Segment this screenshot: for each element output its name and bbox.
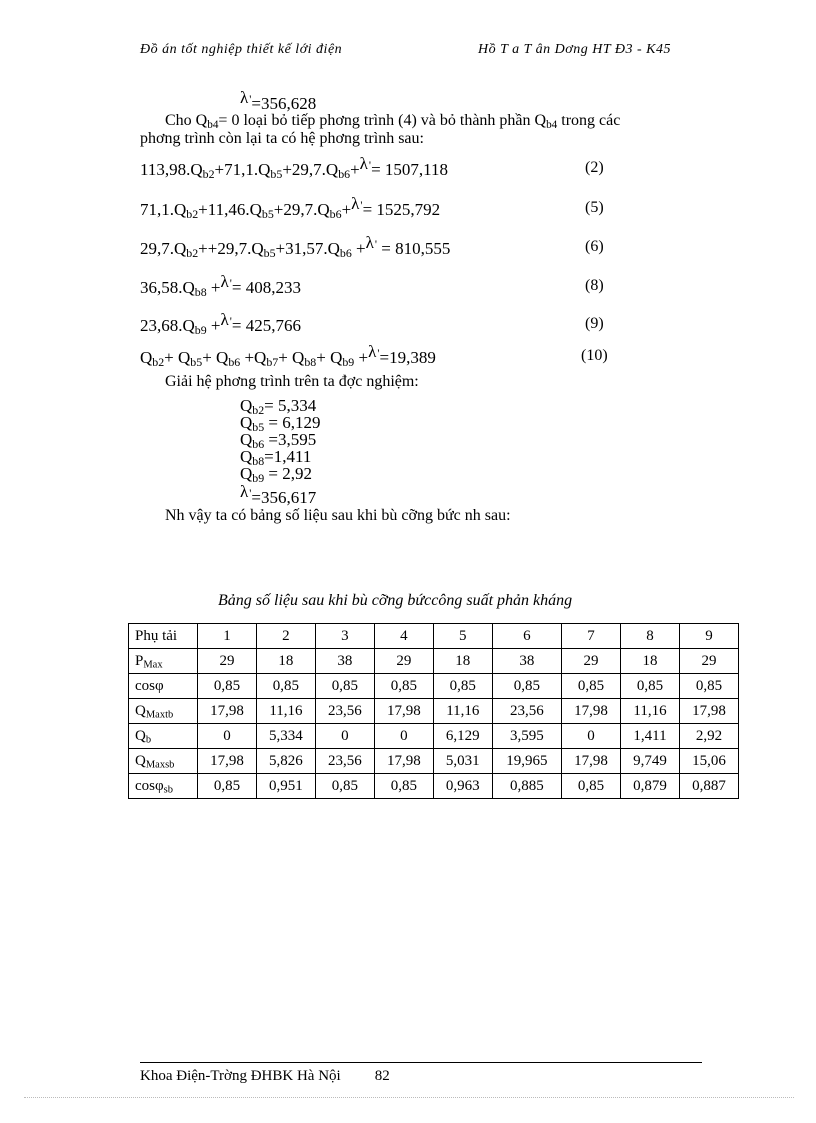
conclusion-text: Nh vậy ta có bảng số liệu sau khi bù cỡng bức nh sau: bbox=[165, 507, 511, 524]
equation-number: (6) bbox=[585, 238, 604, 255]
table-header-cell: 3 bbox=[315, 624, 374, 649]
table-row bbox=[129, 699, 739, 724]
data-table bbox=[128, 623, 739, 799]
table-cell: 17,98 bbox=[374, 749, 433, 774]
table-header-cell: 6 bbox=[492, 624, 561, 649]
table-cell: 11,16 bbox=[433, 699, 492, 724]
table-cell: 0 bbox=[315, 724, 374, 749]
table-header-row bbox=[129, 624, 739, 649]
table-cell: 5,334 bbox=[256, 724, 315, 749]
lambda-final: λ'=356,617 bbox=[240, 481, 317, 507]
table-cell: 17,98 bbox=[198, 699, 257, 724]
table-cell: 0,85 bbox=[315, 674, 374, 699]
table-header-cell: 8 bbox=[621, 624, 680, 649]
table-cell: 0,85 bbox=[621, 674, 680, 699]
equation-10: $Q_{b2}+ Q_{b5}+ Q_{b6} +Q_{b7}+ Q_{b8}+ Q_{b9} +\lambda'=19,389$ bbox=[140, 341, 436, 369]
table-cell: 38 bbox=[492, 649, 561, 674]
table-cell: 1,411 bbox=[621, 724, 680, 749]
table-cell: 15,06 bbox=[679, 749, 738, 774]
table-cell: 0,963 bbox=[433, 774, 492, 799]
table-cell: 0 bbox=[374, 724, 433, 749]
row-label: cosφ bbox=[129, 674, 198, 699]
table-cell: 29 bbox=[679, 649, 738, 674]
solve-text: Giải hệ phơng trình trên ta đợc nghiệm: bbox=[165, 373, 419, 390]
table-cell: 5,031 bbox=[433, 749, 492, 774]
table-cell: 17,98 bbox=[562, 699, 621, 724]
equation-number: (8) bbox=[585, 277, 604, 294]
footer-text: Khoa Điện-Trờng ĐHBK Hà Nội bbox=[140, 1068, 341, 1084]
table-cell: 0 bbox=[198, 724, 257, 749]
equation-9: $23,68.Q_{b9} +\lambda'= 425,766$ bbox=[140, 309, 302, 337]
table-cell: 0,85 bbox=[562, 774, 621, 799]
equation-5: $71,1.Q_{b2}+11,46.Q_{b5}+29,7.Q_{b6}+\lambda'= 1525,792$ bbox=[140, 193, 441, 221]
table-cell: 23,56 bbox=[315, 699, 374, 724]
table-row bbox=[129, 674, 739, 699]
table-cell: 0,885 bbox=[492, 774, 561, 799]
equation-number: (9) bbox=[585, 315, 604, 332]
equation-number: (5) bbox=[585, 199, 604, 216]
table-cell: 0,85 bbox=[198, 674, 257, 699]
lambda-top: λ'=356,628 bbox=[240, 87, 317, 113]
table-header-cell: 4 bbox=[374, 624, 433, 649]
table-cell: 2,92 bbox=[679, 724, 738, 749]
row-label: $Q_b$ bbox=[129, 724, 198, 749]
equation-8: $36,58.Q_{b8} +\lambda'= 408,233$ bbox=[140, 271, 302, 299]
table-header-cell: 9 bbox=[679, 624, 738, 649]
table-row bbox=[129, 724, 739, 749]
table-header-cell: 2 bbox=[256, 624, 315, 649]
equation-number: (2) bbox=[585, 159, 604, 176]
table-cell: 18 bbox=[433, 649, 492, 674]
table-header-cell: 7 bbox=[562, 624, 621, 649]
table-cell: 11,16 bbox=[256, 699, 315, 724]
table-cell: 0,85 bbox=[679, 674, 738, 699]
page-edge bbox=[24, 1097, 794, 1098]
row-label: $P_{Max}$ bbox=[129, 649, 198, 674]
footer bbox=[140, 1068, 390, 1085]
table-cell: 0 bbox=[562, 724, 621, 749]
intro-line2: phơng trình còn lại ta có hệ phơng trình sau: bbox=[140, 130, 424, 147]
footer-rule bbox=[140, 1062, 702, 1063]
header-right: Hồ T a T ân Dơng HT Đ3 - K45 bbox=[478, 42, 672, 57]
intro-line1: Cho $Q_{b4}= 0$ loại bỏ tiếp phơng trình (4) và bỏ thành phần $Q_{b4}$ trong các bbox=[165, 112, 621, 131]
table-cell: 29 bbox=[562, 649, 621, 674]
table-cell: 9,749 bbox=[621, 749, 680, 774]
table-cell: 29 bbox=[374, 649, 433, 674]
table-cell: 19,965 bbox=[492, 749, 561, 774]
table-cell: 0,887 bbox=[679, 774, 738, 799]
solution-b8: $Q_{b8}=1,411$ bbox=[240, 447, 312, 468]
table-cell: 0,951 bbox=[256, 774, 315, 799]
row-label: cosφ$_{sb}$ bbox=[129, 774, 198, 799]
table-cell: 0,879 bbox=[621, 774, 680, 799]
table-cell: 38 bbox=[315, 649, 374, 674]
table-cell: 0,85 bbox=[256, 674, 315, 699]
row-label: $Q_{Maxsb}$ bbox=[129, 749, 198, 774]
table-cell: 3,595 bbox=[492, 724, 561, 749]
table-cell: 0,85 bbox=[374, 674, 433, 699]
solution-b6: $Q_{b6} =3,595$ bbox=[240, 430, 317, 451]
table-row bbox=[129, 774, 739, 799]
table-row bbox=[129, 749, 739, 774]
table-cell: 0,85 bbox=[374, 774, 433, 799]
table-cell: 29 bbox=[198, 649, 257, 674]
table-cell: 23,56 bbox=[492, 699, 561, 724]
equation-number: (10) bbox=[581, 347, 608, 364]
table-cell: 23,56 bbox=[315, 749, 374, 774]
equation-2: $113,98.Q_{b2}+71,1.Q_{b5}+29,7.Q_{b6}+\lambda'= 1507,118$ bbox=[140, 153, 449, 181]
table-cell: 11,16 bbox=[621, 699, 680, 724]
table-cell: 0,85 bbox=[315, 774, 374, 799]
solution-b2: $Q_{b2}= 5,334$ bbox=[240, 396, 317, 417]
header-left: Đồ án tốt nghiệp thiết kế lới điện bbox=[140, 42, 343, 57]
page-number: 82 bbox=[374, 1068, 390, 1084]
table-cell: 18 bbox=[621, 649, 680, 674]
table-header-cell: 1 bbox=[198, 624, 257, 649]
table-header-cell: 5 bbox=[433, 624, 492, 649]
table-cell: 0,85 bbox=[198, 774, 257, 799]
table-cell: 17,98 bbox=[679, 699, 738, 724]
table-cell: 17,98 bbox=[562, 749, 621, 774]
table-cell: 0,85 bbox=[492, 674, 561, 699]
table-caption: Bảng số liệu sau khi bù cỡng bứccông suất phản kháng bbox=[218, 592, 573, 609]
table-cell: 5,826 bbox=[256, 749, 315, 774]
table-cell: 18 bbox=[256, 649, 315, 674]
table-header-cell: Phụ tải bbox=[129, 624, 198, 649]
table-row bbox=[129, 649, 739, 674]
equation-6: $29,7.Q_{b2}++29,7.Q_{b5}+31,57.Q_{b6} +\lambda' = 810,555$ bbox=[140, 232, 451, 260]
table-cell: 17,98 bbox=[198, 749, 257, 774]
table-cell: 0,85 bbox=[433, 674, 492, 699]
table-cell: 6,129 bbox=[433, 724, 492, 749]
table-cell: 0,85 bbox=[562, 674, 621, 699]
row-label: $Q_{Maxtb}$ bbox=[129, 699, 198, 724]
solution-b5: $Q_{b5} = 6,129$ bbox=[240, 413, 321, 434]
table-cell: 17,98 bbox=[374, 699, 433, 724]
solution-b9: $Q_{b9} = 2,92$ bbox=[240, 464, 313, 485]
